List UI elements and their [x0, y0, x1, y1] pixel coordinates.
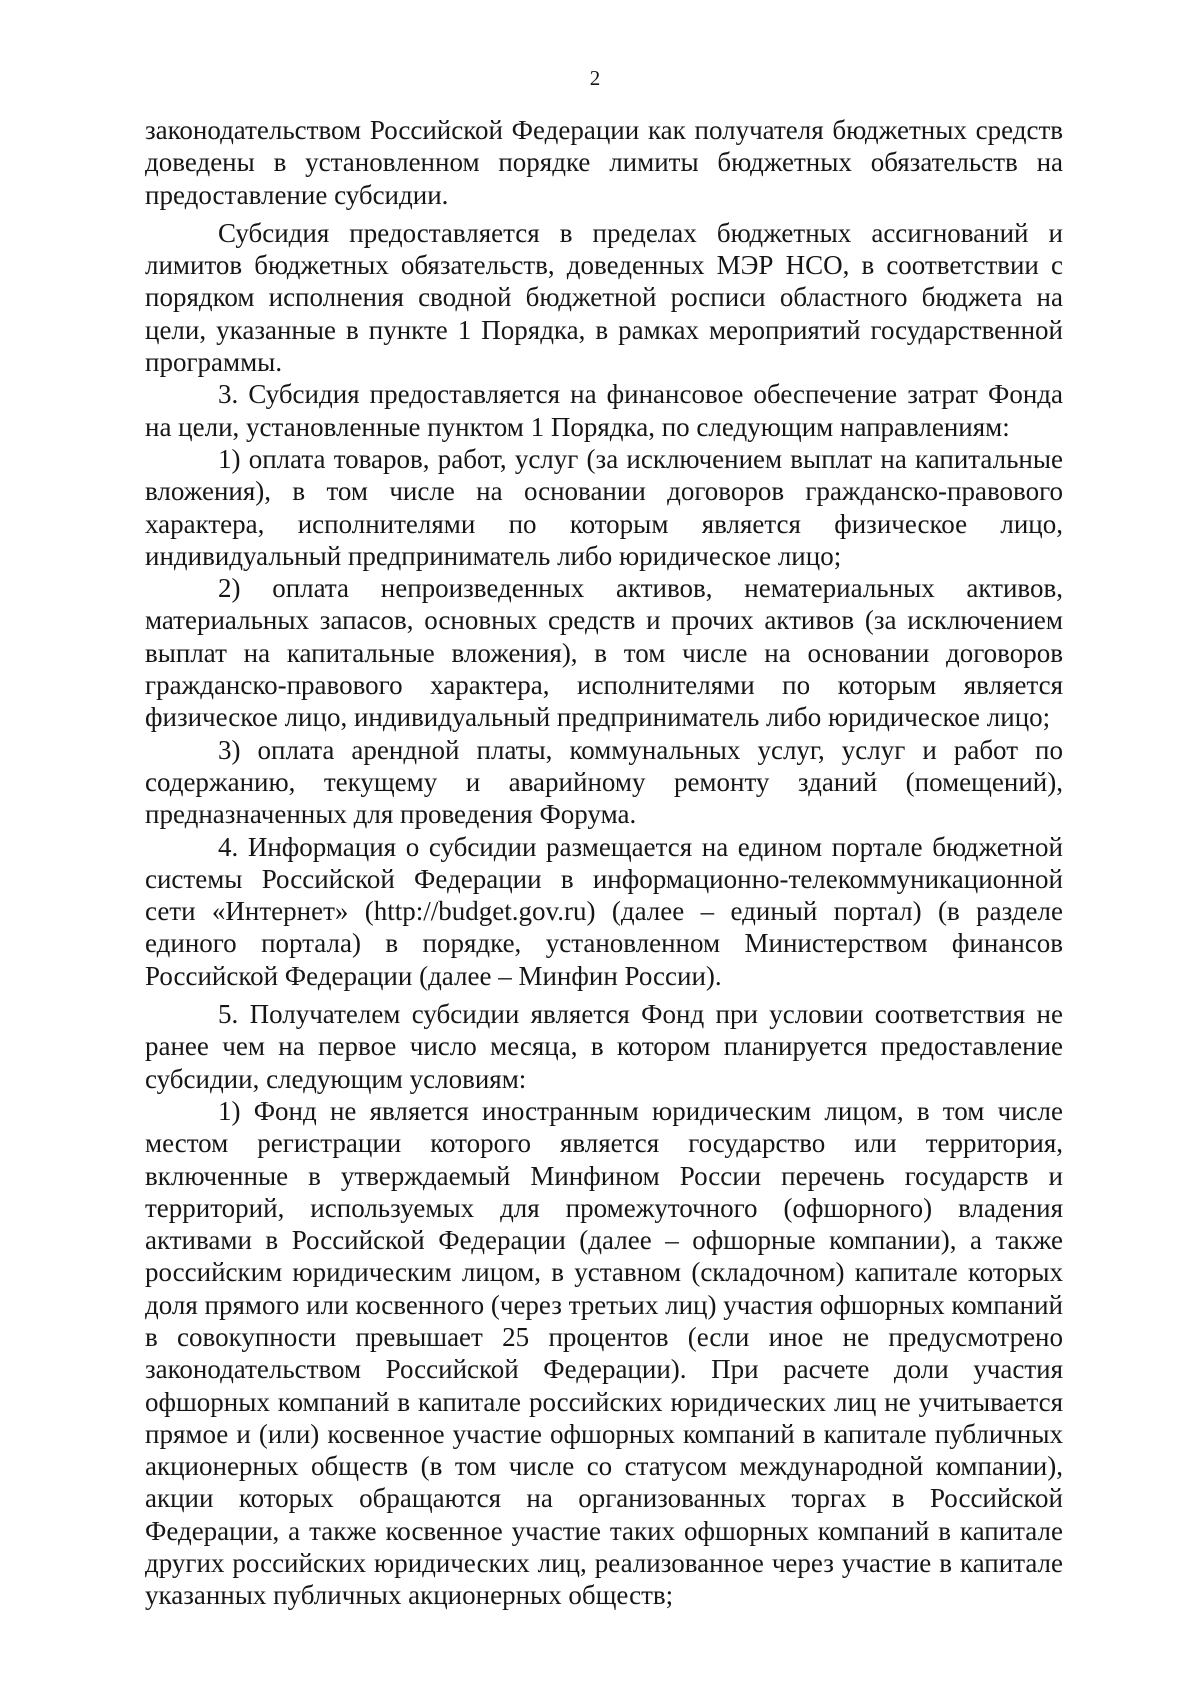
- paragraph-item-5: 5. Получателем субсидии является Фонд при условии соответствия не ранее чем на первое число месяца, в котором планируется предоставление субсидии, следующим условиям:: [145, 999, 1063, 1094]
- page-number: 2: [589, 66, 601, 90]
- paragraph-item-3: 3. Субсидия предоставляется на финансовое обеспечение затрат Фонда на цели, установленные пунктом 1 Порядка, по следующим направлениям:: [145, 379, 1063, 442]
- paragraph-subitem-5-1: 1) Фонд не является иностранным юридическим лицом, в том числе местом регистрации которого является государство или территория, включенные в утверждаемый Минфином России перечень государств и территорий, используемых для промежуточного (офшорного) владения активами в Российской Федерации (далее – офшорные компании), а также российским юридическим лицом, в уставном (складочном) капитале которых доля прямого или косвенного (через третьих лиц) участия офшорных компаний в совокупности превышает 25 процентов (если иное не предусмотрено законодательством Российской Федерации). При расчете доли участия офшорных компаний в капитале российских юридических лиц не учитывается прямое и (или) косвенное участие офшорных компаний в капитале публичных акционерных обществ (в том числе со статусом международной компании), акции которых обращаются на организованных торгах в Российской Федерации, а также косвенное участие таких офшорных компаний в капитале других российских юридических лиц, реализованное через участие в капитале указанных публичных акционерных обществ;: [145, 1095, 1063, 1611]
- paragraph-continuation: законодательством Российской Федерации как получателя бюджетных средств доведены в установленном порядке лимиты бюджетных обязательств на предоставление субсидии.: [145, 115, 1063, 210]
- paragraph-subitem-3-1: 1) оплата товаров, работ, услуг (за исключением выплат на капитальные вложения), в том числе на основании договоров гражданско-правового характера, исполнителями по которым является физическое лицо, индивидуальный предприниматель либо юридическое лицо;: [145, 443, 1063, 571]
- paragraph-item-4: 4. Информация о субсидии размещается на едином портале бюджетной системы Российской Федерации в информационно-телекоммуникационной сети «Интернет» (http://budget.gov.ru) (далее – единый портал) (в разделе единого портала) в порядке, установленном Министерством финансов Российской Федерации (далее – Минфин России).: [145, 831, 1063, 991]
- paragraph-subitem-3-3: 3) оплата арендной платы, коммунальных услуг, услуг и работ по содержанию, текущему и аварийному ремонту зданий (помещений), предназначенных для проведения Форума.: [145, 734, 1063, 830]
- document-body: [145, 114, 1063, 1612]
- paragraph-subsidy-limits: Субсидия предоставляется в пределах бюджетных ассигнований и лимитов бюджетных обязательств, доведенных МЭР НСО, в соответствии с порядком исполнения сводной бюджетной росписи областного бюджета на цели, указанные в пункте 1 Порядка, в рамках мероприятий государственной программы.: [145, 217, 1063, 378]
- paragraph-subitem-3-2: 2) оплата непроизведенных активов, нематериальных активов, материальных запасов, основных средств и прочих активов (за исключением выплат на капитальные вложения), в том числе на основании договоров гражданско-правового характера, исполнителями по которым является физическое лицо, индивидуальный предприниматель либо юридическое лицо;: [145, 573, 1063, 733]
